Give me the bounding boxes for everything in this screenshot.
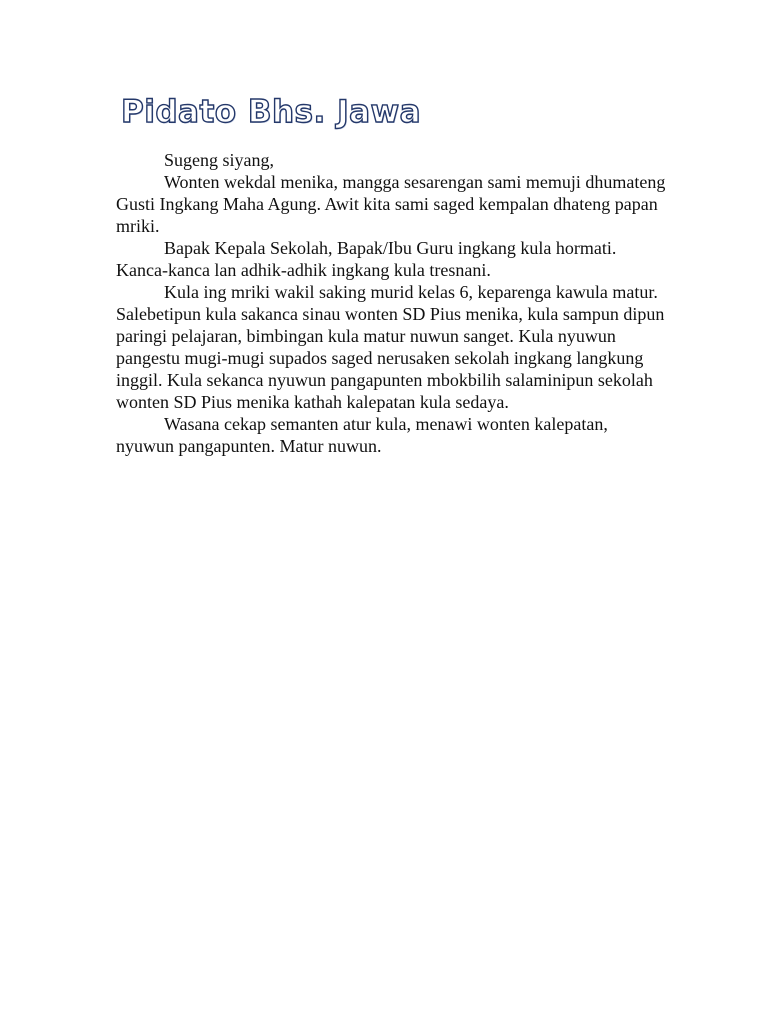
paragraph-praise: Wonten wekdal menika, mangga sesarengan sami memuji dhumateng Gusti Ingkang Maha Agung. Awit kita sami saged kempalan dhateng papan mriki. — [116, 172, 666, 236]
paragraph-closing: Wasana cekap semanten atur kula, menawi wonten kalepatan, nyuwun pangapunten. Matur nuwun. — [116, 414, 608, 456]
speech-body — [116, 149, 666, 457]
paragraph-main: Kula ing mriki wakil saking murid kelas 6, keparenga kawula matur. Salebetipun kula sakanca sinau wonten SD Pius menika, kula sampun dipun paringi pelajaran, bimbingan kula matur nuwun sanget. Kula nyuwun pangestu mugi-mugi supados saged nerusaken sekolah ingkang langkung inggil. Kula sekanca nyuwun pangapunten mbokbilih salaminipun sekolah wonten SD Pius menika kathah kalepatan kula sedaya. — [116, 282, 665, 412]
document-title: Pidato Bhs. Jawa — [121, 94, 422, 130]
paragraph-greeting: Sugeng siyang, — [164, 150, 274, 170]
paragraph-respect: Bapak Kepala Sekolah, Bapak/Ibu Guru ingkang kula hormati. Kanca-kanca lan adhik-adhik ingkang kula tresnani. — [116, 238, 617, 280]
